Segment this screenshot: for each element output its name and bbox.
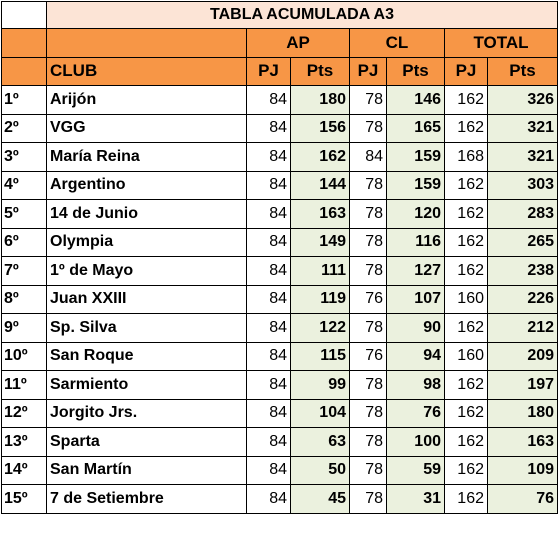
cl-pts-cell: 90	[387, 314, 445, 343]
ap-pj-cell: 84	[247, 456, 291, 485]
ap-pts-cell: 119	[291, 285, 350, 314]
group-header-ap: AP	[247, 29, 350, 58]
ap-pj-cell: 84	[247, 314, 291, 343]
total-pts-cell: 163	[488, 428, 558, 457]
club-name-cell: San Martín	[47, 456, 247, 485]
table-row	[2, 285, 558, 314]
group-header-row	[2, 29, 558, 58]
cl-pj-cell: 78	[350, 314, 387, 343]
ap-pts-cell: 180	[291, 86, 350, 115]
position-cell: 10º	[2, 342, 47, 371]
total-pj-cell: 162	[445, 200, 488, 229]
club-name-cell: VGG	[47, 114, 247, 143]
table-row	[2, 428, 558, 457]
cl-pj-cell: 78	[350, 171, 387, 200]
group-header-blank	[2, 29, 47, 58]
column-header-cl-pj: PJ	[350, 57, 387, 86]
cl-pj-cell: 78	[350, 228, 387, 257]
standings-table	[1, 1, 558, 514]
total-pts-cell: 283	[488, 200, 558, 229]
position-cell: 3º	[2, 143, 47, 172]
position-cell: 2º	[2, 114, 47, 143]
club-name-cell: Arijón	[47, 86, 247, 115]
cl-pts-cell: 94	[387, 342, 445, 371]
cl-pts-cell: 100	[387, 428, 445, 457]
ap-pj-cell: 84	[247, 371, 291, 400]
club-name-cell: 7 de Setiembre	[47, 485, 247, 514]
total-pj-cell: 162	[445, 399, 488, 428]
total-pts-cell: 326	[488, 86, 558, 115]
ap-pts-cell: 50	[291, 456, 350, 485]
table-row	[2, 257, 558, 286]
table-row	[2, 456, 558, 485]
cl-pts-cell: 159	[387, 171, 445, 200]
total-pj-cell: 162	[445, 228, 488, 257]
total-pj-cell: 162	[445, 314, 488, 343]
total-pts-cell: 321	[488, 114, 558, 143]
ap-pj-cell: 84	[247, 342, 291, 371]
ap-pts-cell: 163	[291, 200, 350, 229]
total-pts-cell: 180	[488, 399, 558, 428]
cl-pts-cell: 165	[387, 114, 445, 143]
ap-pj-cell: 84	[247, 257, 291, 286]
total-pj-cell: 160	[445, 342, 488, 371]
cl-pj-cell: 78	[350, 456, 387, 485]
cl-pj-cell: 78	[350, 428, 387, 457]
position-cell: 6º	[2, 228, 47, 257]
total-pj-cell: 162	[445, 485, 488, 514]
cl-pts-cell: 98	[387, 371, 445, 400]
position-cell: 14º	[2, 456, 47, 485]
total-pj-cell: 162	[445, 171, 488, 200]
ap-pts-cell: 45	[291, 485, 350, 514]
ap-pts-cell: 115	[291, 342, 350, 371]
position-cell: 5º	[2, 200, 47, 229]
position-cell: 11º	[2, 371, 47, 400]
cl-pj-cell: 78	[350, 86, 387, 115]
cl-pj-cell: 78	[350, 371, 387, 400]
group-header-blank	[47, 29, 247, 58]
cl-pj-cell: 78	[350, 114, 387, 143]
position-cell: 12º	[2, 399, 47, 428]
club-name-cell: María Reina	[47, 143, 247, 172]
column-header-row	[2, 57, 558, 86]
table-row	[2, 200, 558, 229]
cl-pj-cell: 78	[350, 485, 387, 514]
total-pts-cell: 197	[488, 371, 558, 400]
group-header-cl: CL	[350, 29, 445, 58]
ap-pj-cell: 84	[247, 285, 291, 314]
club-name-cell: Jorgito Jrs.	[47, 399, 247, 428]
ap-pts-cell: 111	[291, 257, 350, 286]
table-title: TABLA ACUMULADA A3	[47, 2, 558, 29]
title-row	[2, 2, 558, 29]
ap-pj-cell: 84	[247, 143, 291, 172]
column-header-total-pts: Pts	[488, 57, 558, 86]
column-header-cl-pts: Pts	[387, 57, 445, 86]
cl-pts-cell: 120	[387, 200, 445, 229]
total-pts-cell: 303	[488, 171, 558, 200]
club-name-cell: Sarmiento	[47, 371, 247, 400]
table-body	[2, 86, 558, 514]
position-cell: 9º	[2, 314, 47, 343]
group-header-total: TOTAL	[445, 29, 558, 58]
total-pj-cell: 162	[445, 86, 488, 115]
total-pts-cell: 226	[488, 285, 558, 314]
cl-pts-cell: 116	[387, 228, 445, 257]
table-row	[2, 86, 558, 115]
table-row	[2, 114, 558, 143]
total-pts-cell: 265	[488, 228, 558, 257]
ap-pj-cell: 84	[247, 228, 291, 257]
club-name-cell: San Roque	[47, 342, 247, 371]
ap-pts-cell: 122	[291, 314, 350, 343]
column-header-total-pj: PJ	[445, 57, 488, 86]
total-pts-cell: 209	[488, 342, 558, 371]
ap-pj-cell: 84	[247, 86, 291, 115]
ap-pts-cell: 149	[291, 228, 350, 257]
position-cell: 4º	[2, 171, 47, 200]
ap-pts-cell: 104	[291, 399, 350, 428]
ap-pj-cell: 84	[247, 114, 291, 143]
table-row	[2, 371, 558, 400]
cl-pts-cell: 107	[387, 285, 445, 314]
total-pj-cell: 162	[445, 456, 488, 485]
club-name-cell: 1º de Mayo	[47, 257, 247, 286]
cl-pj-cell: 78	[350, 200, 387, 229]
cl-pts-cell: 127	[387, 257, 445, 286]
position-cell: 1º	[2, 86, 47, 115]
total-pts-cell: 321	[488, 143, 558, 172]
club-name-cell: 14 de Junio	[47, 200, 247, 229]
ap-pts-cell: 63	[291, 428, 350, 457]
total-pj-cell: 162	[445, 114, 488, 143]
table-row	[2, 314, 558, 343]
total-pj-cell: 160	[445, 285, 488, 314]
total-pj-cell: 162	[445, 428, 488, 457]
club-name-cell: Juan XXIII	[47, 285, 247, 314]
total-pts-cell: 212	[488, 314, 558, 343]
ap-pts-cell: 99	[291, 371, 350, 400]
cl-pts-cell: 159	[387, 143, 445, 172]
club-name-cell: Argentino	[47, 171, 247, 200]
club-name-cell: Sp. Silva	[47, 314, 247, 343]
cl-pts-cell: 59	[387, 456, 445, 485]
position-cell: 7º	[2, 257, 47, 286]
total-pts-cell: 109	[488, 456, 558, 485]
cl-pj-cell: 76	[350, 342, 387, 371]
position-cell: 15º	[2, 485, 47, 514]
club-name-cell: Sparta	[47, 428, 247, 457]
total-pts-cell: 238	[488, 257, 558, 286]
total-pj-cell: 162	[445, 257, 488, 286]
total-pj-cell: 162	[445, 371, 488, 400]
cl-pj-cell: 76	[350, 285, 387, 314]
table-row	[2, 342, 558, 371]
ap-pts-cell: 162	[291, 143, 350, 172]
cl-pj-cell: 84	[350, 143, 387, 172]
club-name-cell: Olympia	[47, 228, 247, 257]
table-row	[2, 171, 558, 200]
ap-pts-cell: 156	[291, 114, 350, 143]
table-row	[2, 228, 558, 257]
cl-pts-cell: 146	[387, 86, 445, 115]
total-pj-cell: 168	[445, 143, 488, 172]
ap-pts-cell: 144	[291, 171, 350, 200]
table-row	[2, 399, 558, 428]
ap-pj-cell: 84	[247, 200, 291, 229]
column-header-pos	[2, 57, 47, 86]
ap-pj-cell: 84	[247, 428, 291, 457]
table-row	[2, 143, 558, 172]
ap-pj-cell: 84	[247, 399, 291, 428]
cl-pj-cell: 78	[350, 399, 387, 428]
cl-pts-cell: 31	[387, 485, 445, 514]
column-header-ap-pj: PJ	[247, 57, 291, 86]
cl-pj-cell: 78	[350, 257, 387, 286]
column-header-club: CLUB	[47, 57, 247, 86]
ap-pj-cell: 84	[247, 171, 291, 200]
table-row	[2, 485, 558, 514]
ap-pj-cell: 84	[247, 485, 291, 514]
column-header-ap-pts: Pts	[291, 57, 350, 86]
position-cell: 13º	[2, 428, 47, 457]
cl-pts-cell: 76	[387, 399, 445, 428]
position-cell: 8º	[2, 285, 47, 314]
corner-cell	[2, 2, 47, 29]
total-pts-cell: 76	[488, 485, 558, 514]
